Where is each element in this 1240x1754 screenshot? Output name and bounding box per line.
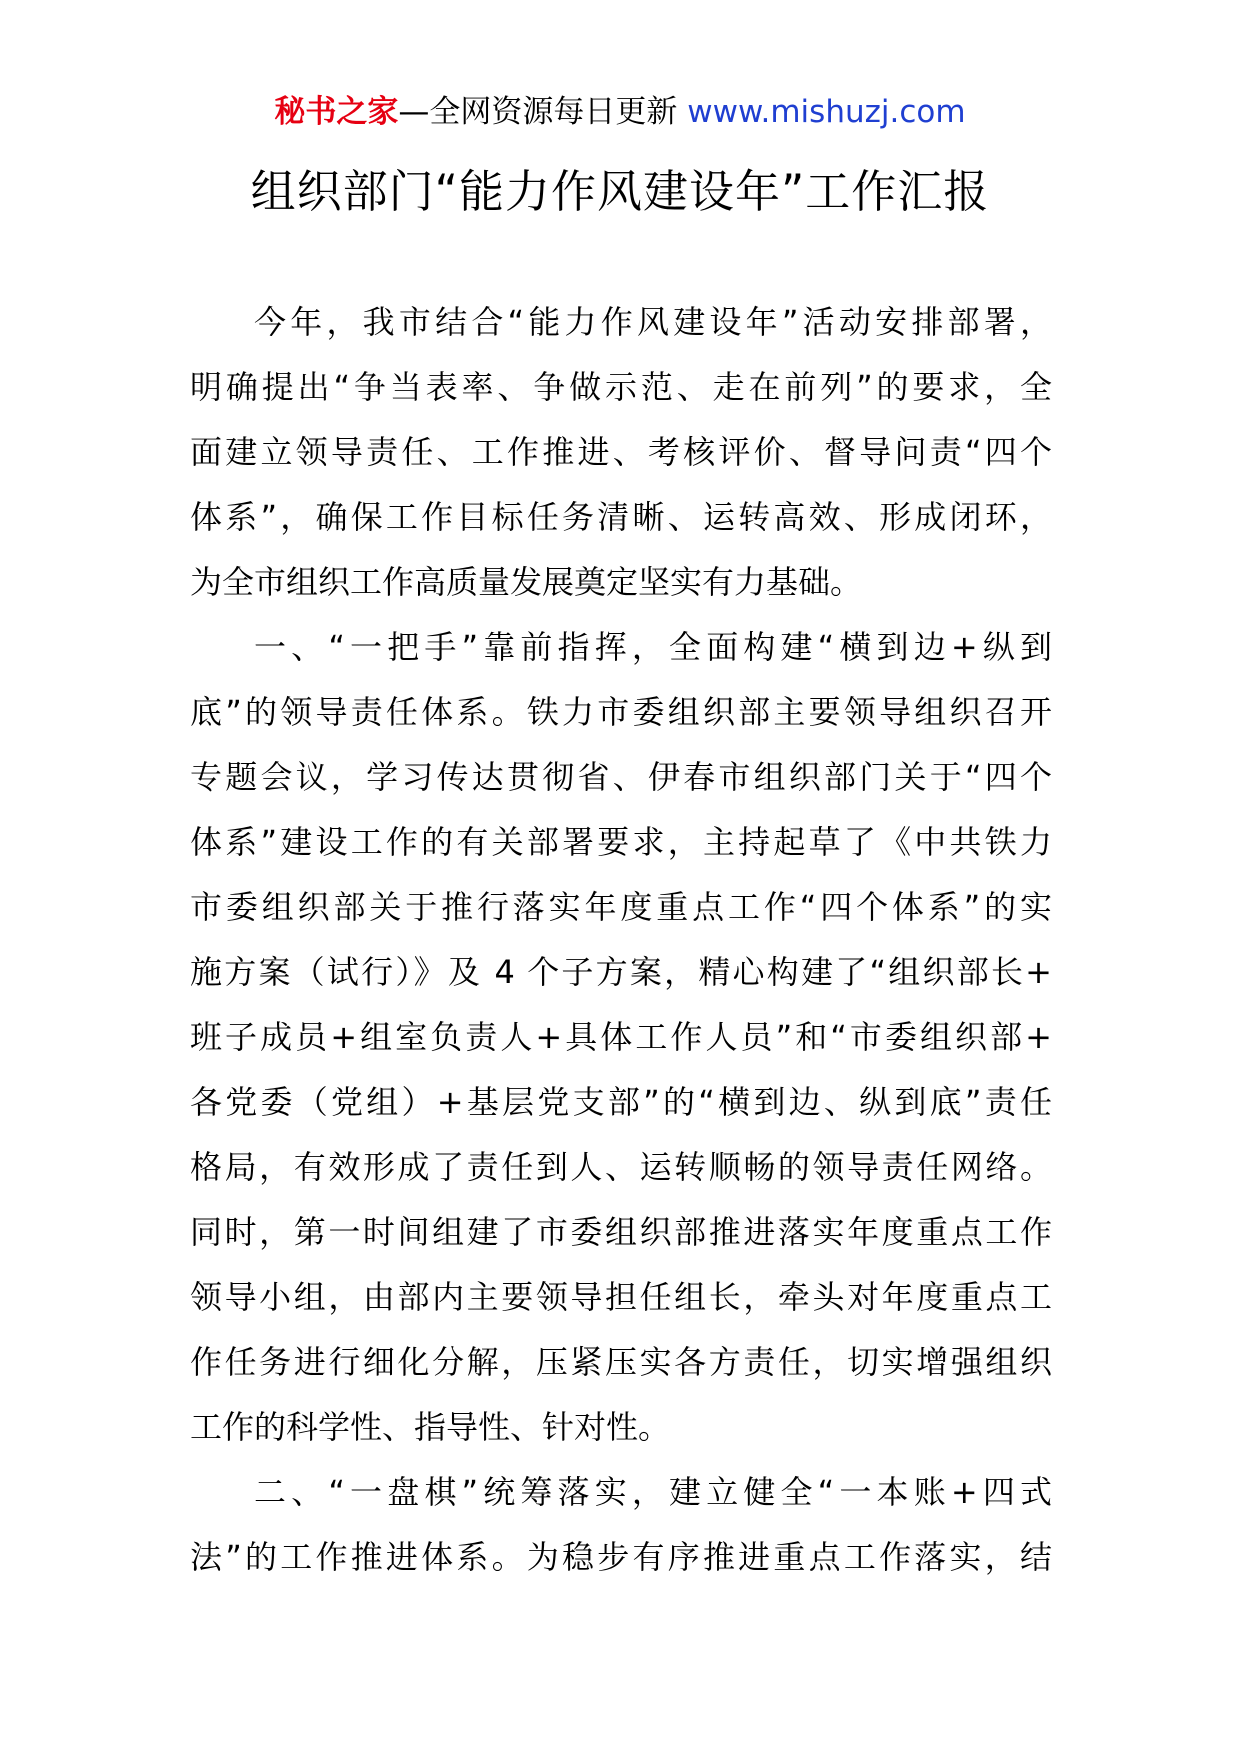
paragraph-line: 为全市组织工作高质量发展奠定坚实有力基础。	[190, 563, 863, 601]
paragraph-line: 领导小组，由部内主要领导担任组长，牵头对年度重点工	[190, 1278, 1052, 1316]
paragraph-line: 市委组织部关于推行落实年度重点工作“四个体系”的实	[190, 888, 1052, 926]
paragraph-line: 各党委（党组）+基层党支部”的“横到边、纵到底”责任	[190, 1083, 1052, 1121]
paragraph-line: 专题会议，学习传达贯彻省、伊春市组织部门关于“四个	[190, 758, 1052, 796]
site-url[interactable]: www.mishuzj.com	[687, 94, 966, 130]
paragraph-line: 今年，我市结合“能力作风建设年”活动安排部署，	[254, 303, 1052, 341]
paragraph-line: 明确提出“争当表率、争做示范、走在前列”的要求，全	[190, 368, 1052, 406]
paragraph-line: 一、“一把手”靠前指挥，全面构建“横到边+纵到	[254, 628, 1052, 666]
paragraph-line: 作任务进行细化分解，压紧压实各方责任，切实增强组织	[190, 1343, 1052, 1381]
paragraph-line: 面建立领导责任、工作推进、考核评价、督导问责“四个	[190, 433, 1052, 471]
paragraph-line: 法”的工作推进体系。为稳步有序推进重点工作落实，结	[190, 1538, 1052, 1576]
paragraph-line: 班子成员+组室负责人+具体工作人员”和“市委组织部+	[190, 1018, 1052, 1056]
header-tagline: —全网资源每日更新	[398, 94, 688, 130]
paragraph-line: 工作的科学性、指导性、针对性。	[190, 1408, 671, 1446]
paragraph-line: 底”的领导责任体系。铁力市委组织部主要领导组织召开	[190, 693, 1052, 731]
paragraph-line: 施方案（试行）》及 4 个子方案，精心构建了“组织部长+	[190, 953, 1052, 991]
paragraph-line: 同时，第一时间组建了市委组织部推进落实年度重点工作	[190, 1213, 1052, 1251]
document-body	[190, 290, 1052, 1590]
site-header	[0, 92, 1240, 132]
brand-name: 秘书之家	[274, 94, 399, 130]
paragraph-line: 体系”建设工作的有关部署要求，主持起草了《中共铁力	[190, 823, 1052, 861]
paragraph-line: 格局，有效形成了责任到人、运转顺畅的领导责任网络。	[190, 1148, 1052, 1186]
paragraph-line: 体系”，确保工作目标任务清晰、运转高效、形成闭环，	[190, 498, 1052, 536]
paragraph-line: 二、“一盘棋”统筹落实，建立健全“一本账+四式	[254, 1473, 1052, 1511]
document-title: 组织部门“能力作风建设年”工作汇报	[250, 165, 990, 218]
